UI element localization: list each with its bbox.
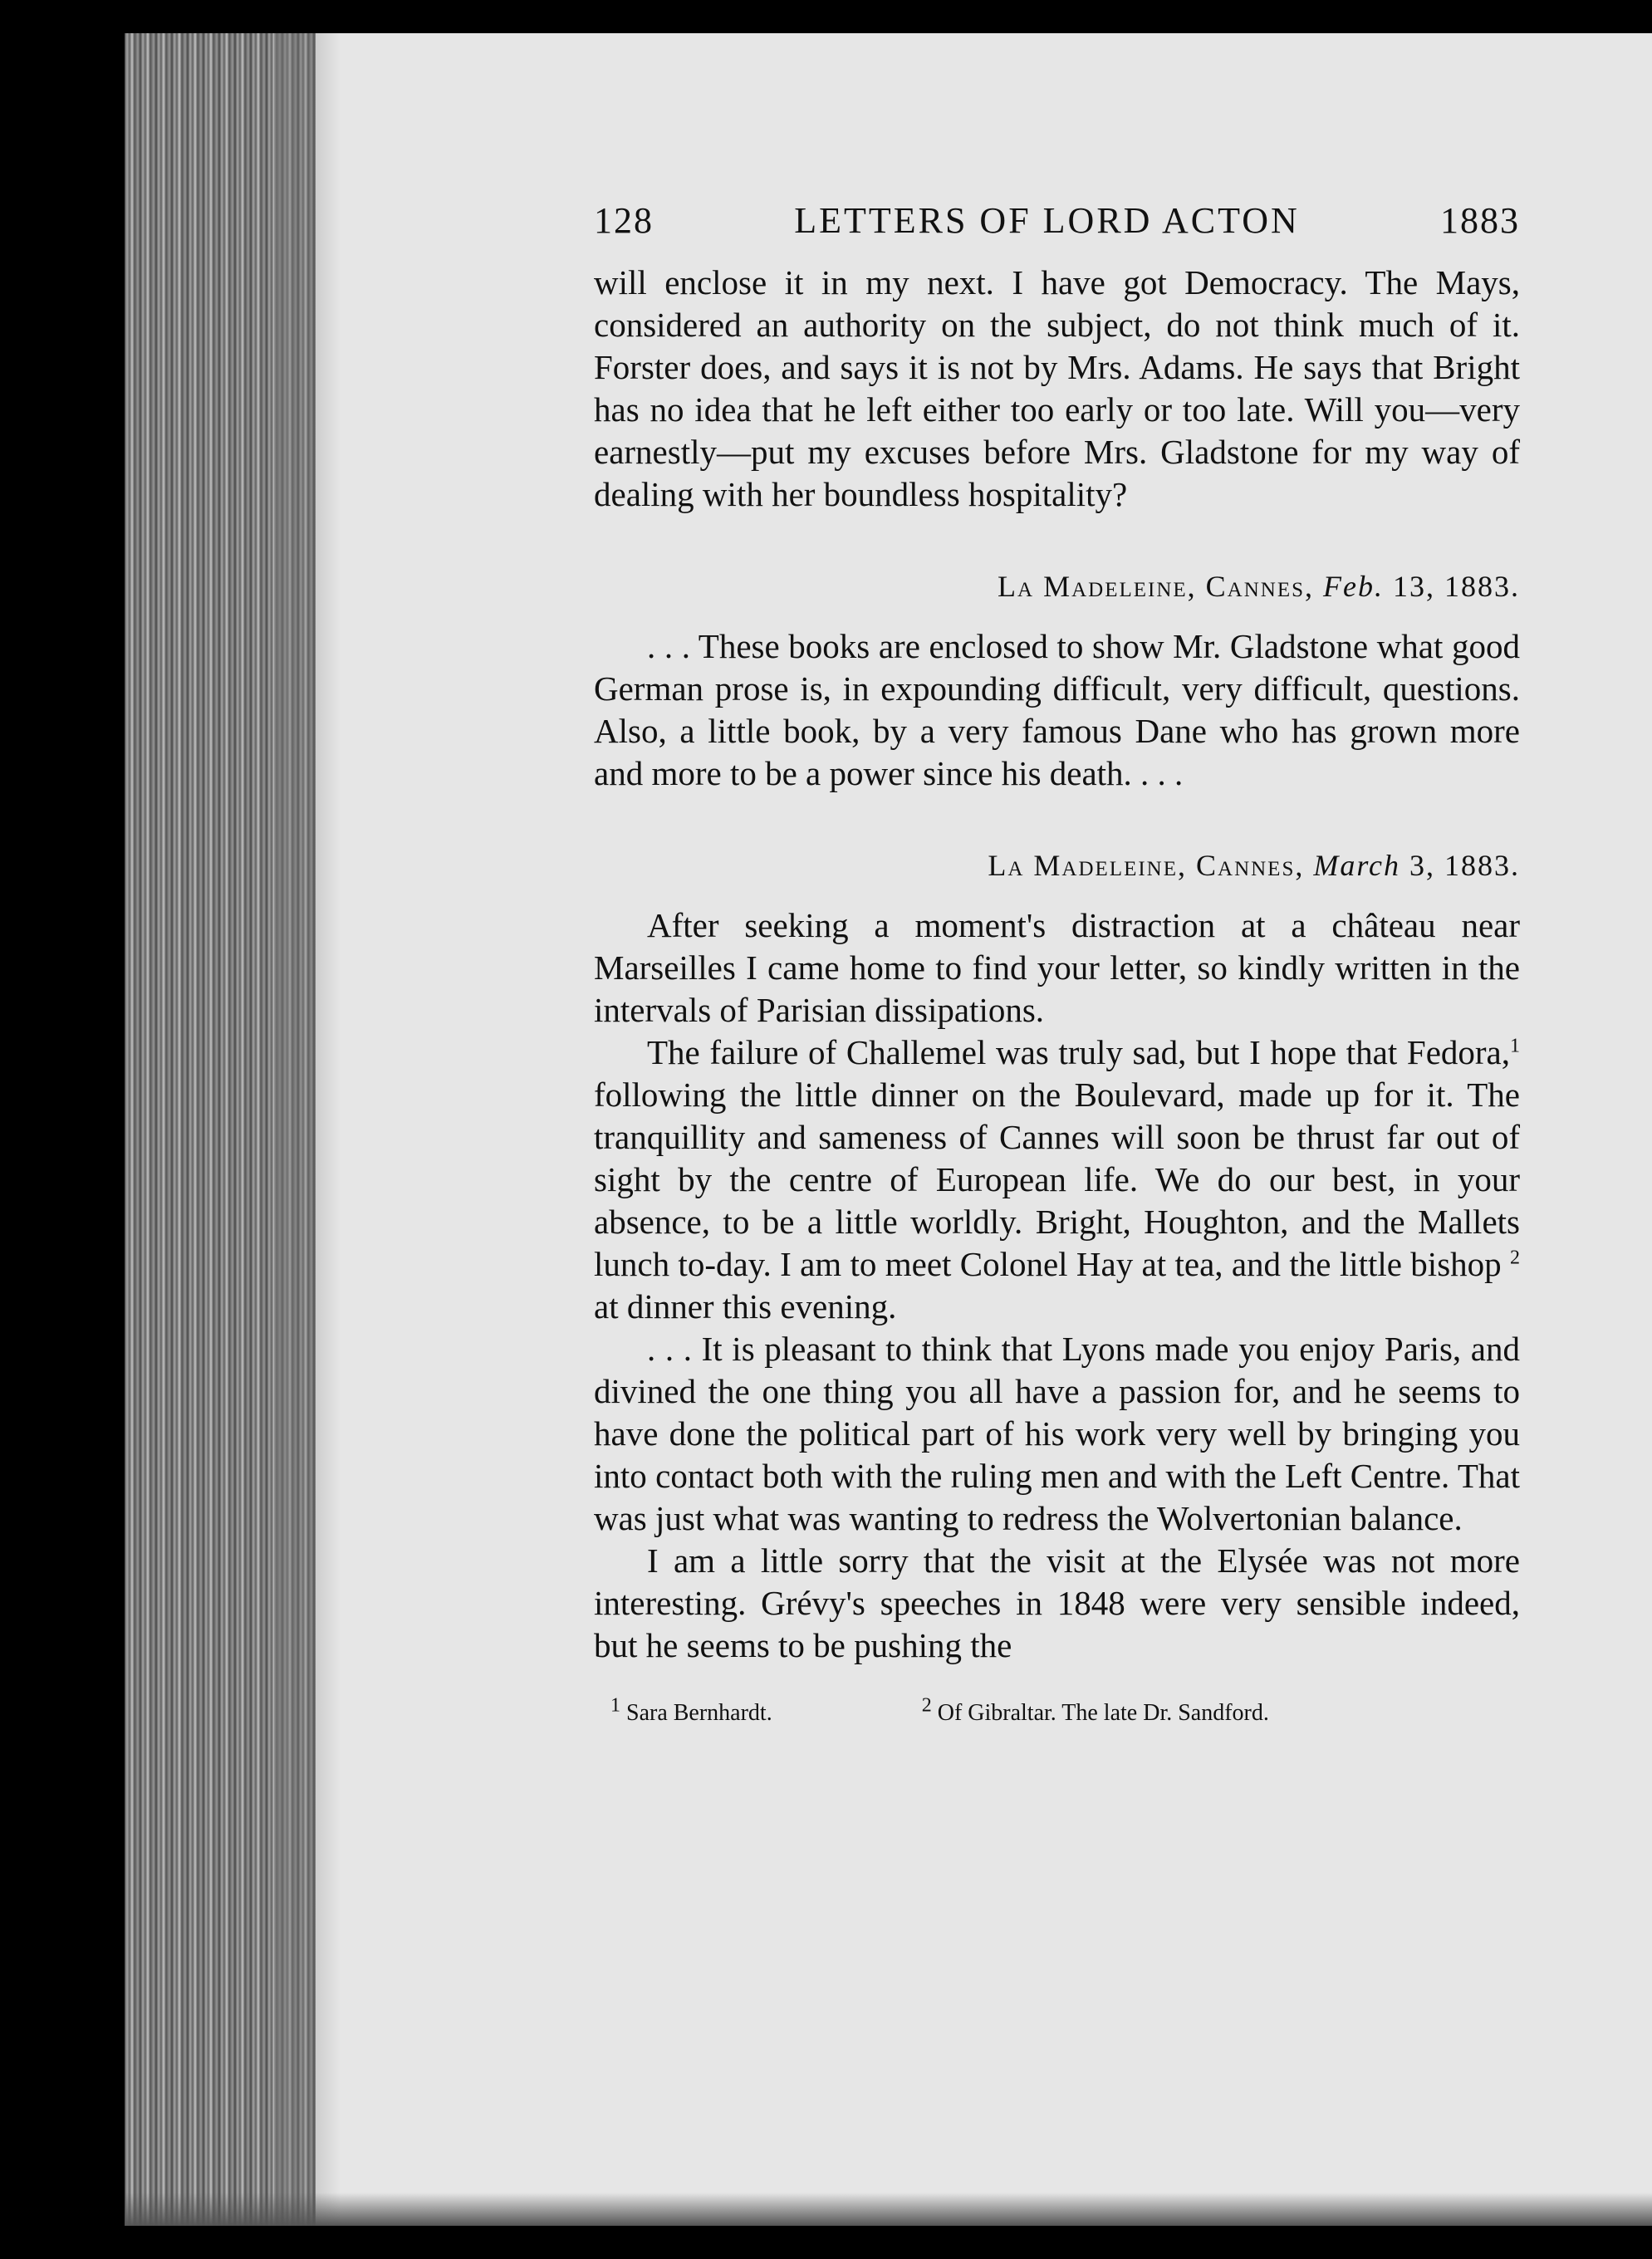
paragraph-6: I am a little sorry that the visit at the Elysée was not more interesting. Grévy's speeches in 1848 were very sensible indeed, but he seems to be pushing the — [594, 1541, 1520, 1664]
dateline-2 — [594, 848, 1520, 883]
dateline-day-year: 3, 1883. — [1409, 849, 1520, 882]
dateline-place: La Madeleine, Cannes, — [998, 570, 1315, 603]
paragraph-1: will enclose it in my next. I have got Democracy. The Mays, considered an authority on the subject, do not think much of it. Forster does, and says it is not by Mrs. Adams. He says that Bright has no idea that he left either too early or too late. Will you—very earnestly—put my excuses before Mrs. Gladstone for my way of dealing with her boundless hospitality? — [594, 263, 1520, 513]
text-block — [594, 199, 1520, 1727]
footnote-1-text: Sara Bernhardt. — [626, 1700, 772, 1726]
running-head — [594, 199, 1520, 242]
footnote-ref-1: 1 — [1510, 1035, 1520, 1057]
dateline-place: La Madeleine, Cannes, — [988, 849, 1305, 882]
paragraph-5: . . . It is pleasant to think that Lyons made you enjoy Paris, and divined the one thing you all have a passion for, and he seems to have done the political part of his work very well by bringing you into contact both with the ruling men and with the Left Centre. That was just what was wanting to redress the Wolvertonian balance. — [594, 1330, 1520, 1537]
dateline-1 — [594, 569, 1520, 604]
paragraph-3: After seeking a moment's distraction at a château near Marseilles I came home to find your letter, so kindly written in the intervals of Parisian dissipations. — [594, 906, 1520, 1029]
footnote-2-marker: 2 — [921, 1694, 932, 1717]
footnote-1 — [610, 1694, 772, 1727]
footnote-ref-2: 2 — [1510, 1247, 1521, 1269]
paragraph-4-part-1: The failure of Challemel was truly sad, but I hope that Fedora, — [647, 1033, 1510, 1071]
running-year: 1883 — [1440, 200, 1520, 241]
paragraph-4-part-3: at dinner this evening. — [594, 1287, 897, 1326]
dateline-month: Feb. — [1323, 570, 1384, 603]
dateline-month: March — [1313, 849, 1400, 882]
footnote-1-marker: 1 — [610, 1694, 620, 1717]
paragraph-4-part-2: following the little dinner on the Boulevard, made up for it. The tranquillity and sameness of Cannes will soon be thrust far out of sight by the centre of European life. We do our best, in your absence, to be a little worldly. Bright, Houghton, and the Mallets lunch to-day. I am to meet Colonel Hay at tea, and the little bishop — [594, 1076, 1520, 1283]
footnote-2 — [921, 1694, 1269, 1727]
paragraph-2: . . . These books are enclosed to show Mr. Gladstone what good German prose is, in expounding difficult, very difficult, questions. Also, a little book, by a very famous Dane who has grown more and more to be a power since his death. . . . — [594, 627, 1520, 792]
page-bottom-shadow — [125, 2193, 1652, 2226]
footnotes — [594, 1694, 1520, 1727]
footnote-2-text: Of Gibraltar. The late Dr. Sandford. — [937, 1700, 1269, 1726]
page-gutter-shadow — [274, 33, 341, 2226]
page-number: 128 — [594, 200, 654, 241]
paragraph-4 — [594, 1031, 1520, 1328]
running-title: LETTERS OF LORD ACTON — [794, 200, 1300, 241]
dateline-day-year: 13, 1883. — [1393, 570, 1520, 603]
